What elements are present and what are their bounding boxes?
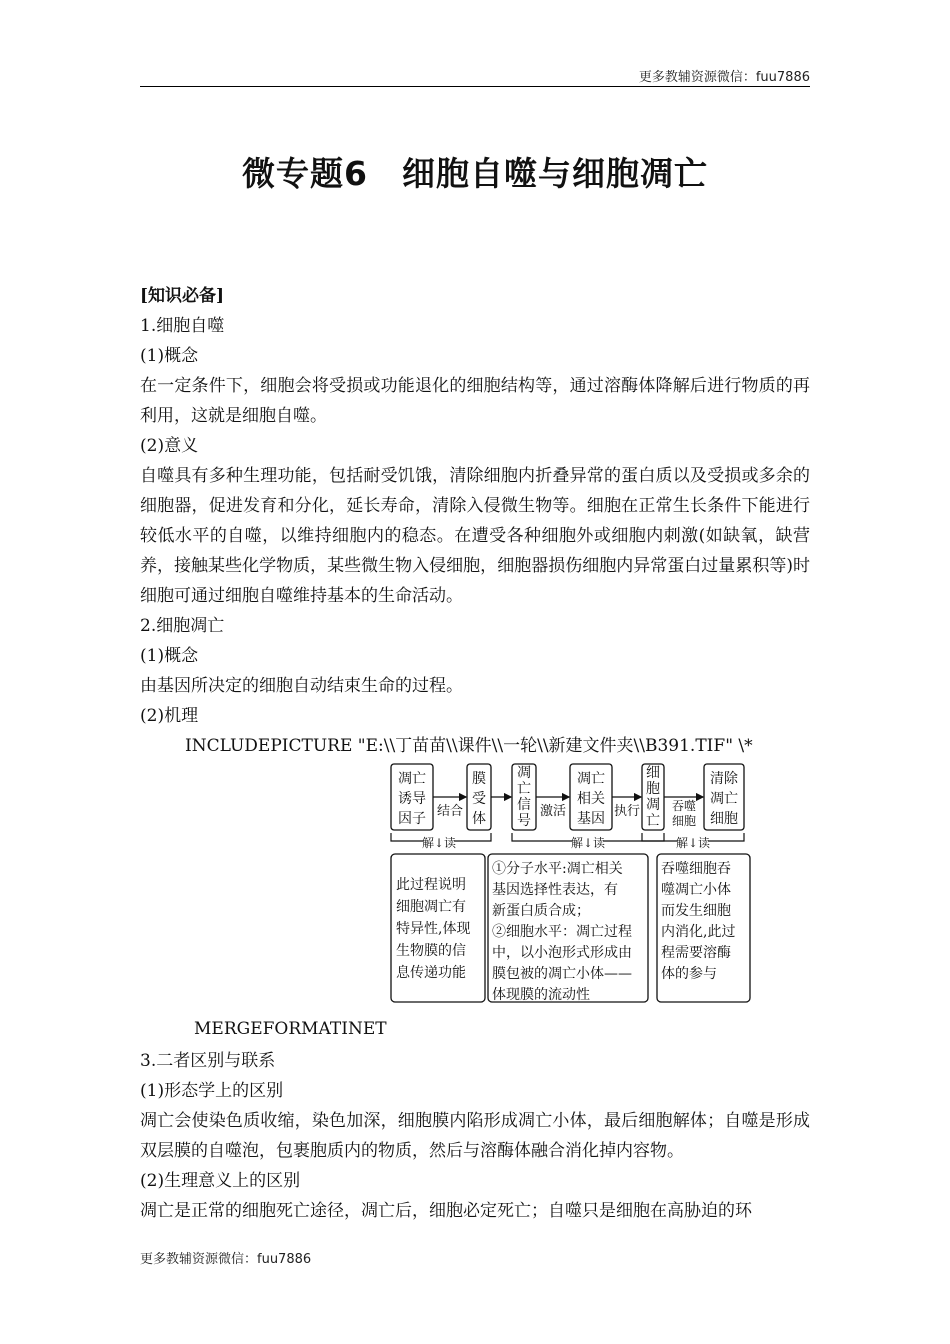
arrow-label: 细胞 [671, 814, 697, 828]
flow-box-text: 体 [472, 811, 486, 827]
explanation-text: 新蛋白质合成； [492, 903, 590, 919]
explanation-text: 特异性,体现 [396, 921, 471, 937]
explanation-text: 内消化,此过 [661, 924, 736, 940]
arrow-label: 结合 [436, 804, 464, 819]
document-body [140, 281, 810, 1226]
explanation-text: 息传递功能 [396, 965, 466, 981]
subheading-physiology: (2)生理意义上的区别 [140, 1171, 301, 1191]
heading-autophagy: 1.细胞自噬 [140, 316, 225, 336]
flow-box-text: 亡 [517, 781, 531, 797]
arrow-label: 激活 [539, 804, 567, 819]
morphology-text: 凋亡会使染色质收缩，染色加深，细胞膜内陷形成凋亡小体，最后细胞解体；自噬是形成双层膜的自噬泡，包裹胞质内的物质，然后与溶酶体融合消化掉内容物。 [140, 1111, 810, 1161]
flow-box-text: 亡 [646, 813, 660, 829]
explanation-text: 体现膜的流动性 [492, 987, 590, 1003]
subheading-apoptosis-mechanism: (2)机理 [140, 706, 199, 726]
flow-box-text: 胞 [646, 781, 660, 797]
flow-box-text: 因子 [398, 811, 426, 827]
flow-box-text: 诱导 [398, 791, 426, 807]
arrow-label: 吞噬 [671, 799, 697, 813]
heading-difference: 3.二者区别与联系 [140, 1051, 276, 1071]
explanation-text: 噬凋亡小体 [661, 882, 731, 898]
explanation-text: 中，以小泡形式形成由 [492, 945, 632, 961]
flow-box-text: 信 [517, 797, 531, 813]
heading-apoptosis: 2.细胞凋亡 [140, 616, 225, 636]
flow-box-text: 凋 [646, 797, 660, 813]
flow-box-text: 基因 [577, 811, 605, 827]
jiedu-label: 解↓读 [570, 836, 606, 850]
explanation-text: ①分子水平:凋亡相关 [492, 861, 623, 877]
autophagy-concept-text: 在一定条件下，细胞会将受损或功能退化的细胞结构等，通过溶酶体降解后进行物质的再利用，这就是细胞自噬。 [140, 376, 810, 426]
include-picture-field: INCLUDEPICTURE "E:\\丁苗苗\\课件\\一轮\\新建文件夹\\B391.TIF" \* [185, 736, 753, 756]
flow-box-text: 膜 [472, 771, 486, 787]
explanation-text: 体的参与 [661, 966, 717, 982]
flow-box-text: 相关 [577, 791, 605, 807]
jiedu-label: 解↓读 [421, 836, 457, 850]
explanation-text: 基因选择性表达，有 [492, 882, 618, 898]
explanation-text: 膜包被的凋亡小体—— [492, 966, 632, 982]
section-knowledge-heading: [知识必备] [140, 286, 225, 306]
flow-box-text: 细胞 [710, 811, 738, 827]
flow-box-text: 清除 [710, 771, 738, 787]
flow-box-text: 凋亡 [577, 771, 605, 787]
apoptosis-concept-text: 由基因所决定的细胞自动结束生命的过程。 [140, 676, 463, 696]
physiology-text: 凋亡是正常的细胞死亡途径，凋亡后，细胞必定死亡；自噬只是细胞在高胁迫的环 [140, 1201, 752, 1221]
arrow-label: 执行 [613, 804, 641, 819]
figure-block [140, 731, 810, 1046]
flow-box-text: 凋亡 [398, 771, 426, 787]
explanation-text: 程需要溶酶 [661, 945, 731, 961]
subheading-apoptosis-concept: (1)概念 [140, 646, 199, 666]
subheading-morphology: (1)形态学上的区别 [140, 1081, 284, 1101]
explanation-text: 而发生细胞 [661, 903, 731, 919]
subheading-autophagy-concept: (1)概念 [140, 346, 199, 366]
footer-note: 更多教辅资源微信：fuu7886 [140, 1252, 312, 1267]
flow-box-text: 细 [646, 765, 660, 781]
explanation-text: 此过程说明 [396, 877, 466, 893]
explanation-text: ②细胞水平：凋亡过程 [492, 924, 632, 940]
flow-box-text: 受 [472, 791, 486, 807]
explanation-text: 细胞凋亡有 [396, 899, 466, 915]
header-note: 更多教辅资源微信：fuu7886 [638, 70, 810, 85]
flow-box-text: 凋亡 [710, 791, 738, 807]
flow-box-text: 凋 [517, 765, 531, 781]
flow-box-text: 号 [517, 813, 531, 829]
explanation-text: 生物膜的信 [396, 943, 466, 959]
jiedu-label: 解↓读 [675, 836, 711, 850]
explanation-text: 吞噬细胞吞 [661, 861, 731, 877]
header-rule [140, 86, 810, 87]
autophagy-significance-text: 自噬具有多种生理功能，包括耐受饥饿，清除细胞内折叠异常的蛋白质以及受损或多余的细胞器，促进发育和分化，延长寿命，清除入侵微生物等。细胞在正常生长条件下能进行较低水平的自噬，以维持细胞内的稳态。在遭受各种细胞外或细胞内刺激(如缺氧，缺营养，接触某些化学物质，某些微生物入侵细胞，细胞器损伤细胞内异常蛋白过量累积等)时细胞可通过细胞自噬维持基本的生命活动。 [140, 466, 810, 606]
subheading-autophagy-significance: (2)意义 [140, 436, 199, 456]
page-title: 微专题6 细胞自噬与细胞凋亡 [242, 154, 708, 193]
merge-format-field: MERGEFORMATINET [194, 1019, 387, 1039]
apoptosis-mechanism-diagram [390, 763, 760, 1013]
